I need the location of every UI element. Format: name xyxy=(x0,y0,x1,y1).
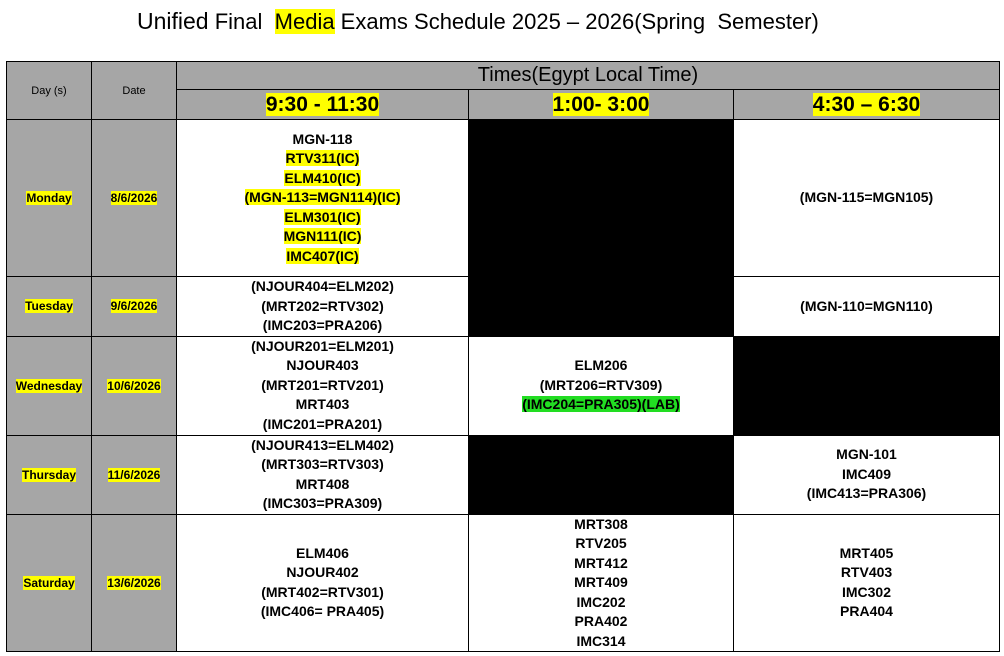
exam-course xyxy=(177,208,468,228)
day-label: Thursday xyxy=(21,467,76,482)
exam-course xyxy=(734,445,999,465)
table-row xyxy=(7,336,1000,435)
exam-course-code: IMC314 xyxy=(576,632,626,649)
exam-course xyxy=(734,563,999,583)
exam-course-code: (IMC203=PRA206) xyxy=(262,317,383,333)
day-label: Saturday xyxy=(23,575,75,590)
exam-course-code: ELM301(IC) xyxy=(284,208,361,225)
exam-course xyxy=(734,188,999,208)
date-cell xyxy=(92,514,177,652)
exam-cell xyxy=(469,336,734,435)
exam-course xyxy=(734,583,999,603)
exam-course xyxy=(469,376,733,396)
exam-course-code: MRT403 xyxy=(295,396,350,413)
exam-course-code: ELM410(IC) xyxy=(284,169,361,186)
exam-course xyxy=(177,169,468,189)
title-unified: Unified xyxy=(137,8,209,34)
date-label: 8/6/2026 xyxy=(110,191,158,205)
exam-course xyxy=(177,356,468,376)
exam-course xyxy=(469,593,733,613)
exam-course-code: MRT408 xyxy=(295,475,350,492)
exam-course xyxy=(177,436,468,456)
exam-course-code: (MRT303=RTV303) xyxy=(261,456,384,472)
table-row xyxy=(7,120,1000,277)
exam-course xyxy=(469,612,733,632)
exam-course-code: (MGN-115=MGN105) xyxy=(799,189,934,206)
day-cell xyxy=(7,514,92,652)
header-slot-3 xyxy=(734,90,1000,120)
title-final: Final xyxy=(208,9,275,34)
exam-cell xyxy=(734,120,1000,277)
exam-course-code: MRT405 xyxy=(839,544,894,561)
exam-schedule-table xyxy=(6,61,1000,652)
exam-course-code: MRT412 xyxy=(574,554,628,571)
exam-course-code: (MGN-113=MGN114)(IC) xyxy=(244,189,401,206)
exam-course-code: (IMC413=PRA306) xyxy=(806,485,927,502)
header-slot-3-label: 4:30 – 6:30 xyxy=(812,92,921,116)
exam-course xyxy=(734,544,999,564)
exam-course xyxy=(177,277,468,297)
blocked-cell xyxy=(469,120,734,337)
date-label: 10/6/2026 xyxy=(107,378,161,393)
exam-course xyxy=(469,356,733,376)
title-rest: Exams Schedule 2025 – 2026(Spring Semester) xyxy=(334,9,819,34)
exam-course-code: IMC202 xyxy=(576,593,626,610)
exam-course-code: MRT308 xyxy=(574,515,628,532)
header-slot-2-label: 1:00- 3:00 xyxy=(552,92,650,116)
exam-course xyxy=(734,484,999,504)
date-cell xyxy=(92,277,177,337)
day-cell xyxy=(7,277,92,337)
exam-course xyxy=(469,395,733,415)
exam-course xyxy=(469,573,733,593)
day-label: Monday xyxy=(26,191,72,205)
exam-course-code: IMC407(IC) xyxy=(286,247,359,264)
exam-course-code: NJOUR402 xyxy=(286,564,359,581)
exam-course-code: PRA402 xyxy=(574,613,628,629)
exam-cell xyxy=(734,277,1000,337)
exam-cell xyxy=(469,514,734,652)
date-label: 13/6/2026 xyxy=(107,575,161,590)
exam-course-code: MGN-118 xyxy=(292,130,353,147)
exam-course-code: RTV205 xyxy=(575,535,627,551)
exam-course xyxy=(177,544,468,564)
date-cell xyxy=(92,336,177,435)
exam-course xyxy=(469,554,733,574)
exam-course xyxy=(177,227,468,247)
exam-course-code: MGN111(IC) xyxy=(283,228,362,245)
exam-course xyxy=(734,602,999,622)
exam-course-code: (MRT402=RTV301) xyxy=(261,583,384,600)
exam-course-code: (IMC303=PRA309) xyxy=(262,495,383,511)
exam-course xyxy=(734,465,999,485)
exam-course-code: (IMC201=PRA201) xyxy=(262,415,383,432)
table-row xyxy=(7,514,1000,652)
exam-course xyxy=(177,316,468,336)
exam-course-code: (NJOUR404=ELM202) xyxy=(251,278,394,294)
exam-course-code: RTV403 xyxy=(840,564,893,581)
exam-course xyxy=(177,583,468,603)
day-label: Wednesday xyxy=(15,378,83,393)
exam-course-code: (NJOUR201=ELM201) xyxy=(251,337,394,354)
header-slot-1 xyxy=(177,90,469,120)
exam-cell xyxy=(177,435,469,514)
exam-cell xyxy=(734,435,1000,514)
day-cell xyxy=(7,336,92,435)
exam-course xyxy=(177,455,468,475)
exam-course xyxy=(177,563,468,583)
exam-cell xyxy=(177,514,469,652)
date-cell xyxy=(92,120,177,277)
exam-course xyxy=(177,415,468,435)
date-label: 11/6/2026 xyxy=(107,467,161,482)
exam-course xyxy=(177,149,468,169)
exam-course xyxy=(469,632,733,652)
header-date: Date xyxy=(92,62,177,120)
exam-course-code: ELM206 xyxy=(574,357,628,374)
exam-course-code: MRT409 xyxy=(574,574,628,590)
table-row xyxy=(7,435,1000,514)
date-cell xyxy=(92,435,177,514)
day-cell xyxy=(7,120,92,277)
exam-course xyxy=(177,494,468,514)
exam-course-code: IMC409 xyxy=(841,465,892,482)
exam-course xyxy=(177,297,468,317)
exam-course xyxy=(177,602,468,622)
exam-course-code: ELM406 xyxy=(296,544,349,561)
exam-course xyxy=(177,395,468,415)
exam-course-code: (NJOUR413=ELM402) xyxy=(251,436,394,453)
exam-cell xyxy=(177,120,469,277)
page-title xyxy=(137,8,819,35)
exam-course-code: RTV311(IC) xyxy=(285,150,360,167)
exam-course xyxy=(469,534,733,554)
exam-course-code: NJOUR403 xyxy=(286,357,359,374)
exam-course-code: (MGN-110=MGN110) xyxy=(800,297,933,314)
exam-course xyxy=(177,337,468,357)
exam-course xyxy=(177,247,468,267)
exam-course xyxy=(469,515,733,535)
blocked-cell xyxy=(469,435,734,514)
exam-course-code: MGN-101 xyxy=(836,446,897,463)
header-times: Times(Egypt Local Time) xyxy=(177,62,1000,90)
exam-cell xyxy=(734,514,1000,652)
exam-course xyxy=(177,188,468,208)
day-cell xyxy=(7,435,92,514)
exam-course-code: (MRT206=RTV309) xyxy=(539,376,663,393)
day-label: Tuesday xyxy=(25,299,73,314)
exam-course xyxy=(734,297,999,317)
exam-course-code: (IMC204=PRA305)(LAB) xyxy=(522,396,680,413)
exam-course-code: (MRT201=RTV201) xyxy=(261,376,384,393)
date-label: 9/6/2026 xyxy=(110,299,158,314)
header-day: Day (s) xyxy=(7,62,92,120)
exam-course-code: PRA404 xyxy=(840,603,893,620)
exam-course-code: IMC302 xyxy=(841,583,892,600)
exam-course-code: (IMC406= PRA405) xyxy=(260,603,385,620)
header-slot-1-label: 9:30 - 11:30 xyxy=(265,92,380,116)
exam-cell xyxy=(177,277,469,337)
exam-course xyxy=(177,475,468,495)
exam-course-code: (MRT202=RTV302) xyxy=(261,297,384,314)
exam-cell xyxy=(177,336,469,435)
exam-course xyxy=(177,130,468,150)
title-media: Media xyxy=(274,9,335,34)
header-slot-2 xyxy=(469,90,734,120)
exam-course xyxy=(177,376,468,396)
blocked-cell xyxy=(734,336,1000,435)
